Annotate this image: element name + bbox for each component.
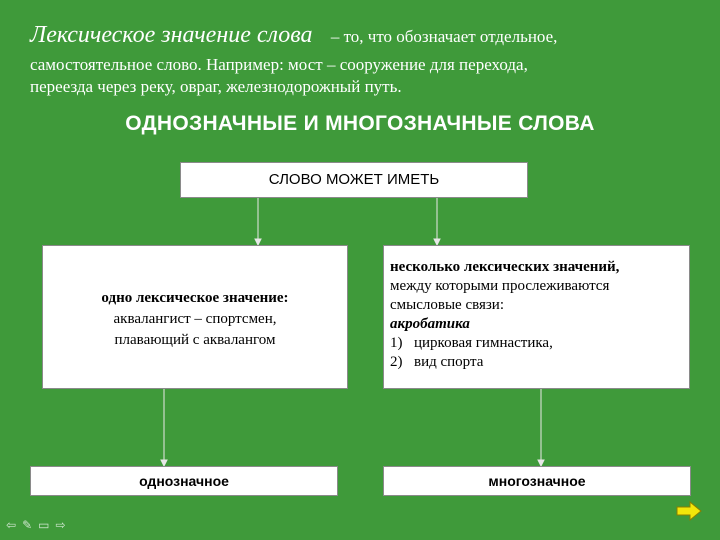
multiple-meanings-title: несколько лексических значений, (390, 259, 620, 275)
meaning-item-2-number: 2) (390, 354, 403, 370)
slide-nav-bar (6, 518, 66, 532)
meaning-item-1 (390, 334, 689, 353)
meaning-item-2-text: вид спорта (414, 354, 484, 370)
meaning-item-1-number: 1) (390, 335, 403, 351)
definition-term: Лексическое значение слова (30, 22, 313, 48)
meaning-item-1-text: цирковая гимнастика, (414, 335, 553, 351)
next-slide-arrow-icon[interactable] (676, 501, 702, 521)
pen-icon[interactable]: ✎ (22, 518, 33, 532)
definition-line-3: переезда через реку, овраг, железнодорожный путь. (30, 77, 402, 96)
box-single-meaning (42, 245, 348, 389)
example-word: акробатика (390, 316, 470, 332)
box-polysemous: многозначное (383, 466, 691, 496)
page-title: ОДНОЗНАЧНЫЕ И МНОГОЗНАЧНЫЕ СЛОВА (125, 112, 595, 135)
back-arrow-icon[interactable]: ⇦ (6, 518, 17, 532)
single-meaning-line-1: аквалангист – спортсмен, (113, 311, 277, 327)
box-word-can-have: СЛОВО МОЖЕТ ИМЕТЬ (180, 162, 528, 198)
single-meaning-line-2: плавающий с аквалангом (114, 332, 276, 348)
multiple-meanings-line-1: между которыми прослеживаются (390, 278, 610, 294)
menu-icon[interactable]: ▭ (38, 518, 50, 532)
meaning-item-2 (390, 353, 689, 372)
forward-arrow-icon[interactable]: ⇨ (55, 518, 66, 532)
multiple-meanings-line-2: смысловые связи: (390, 297, 505, 313)
single-meaning-title: одно лексическое значение: (101, 290, 289, 306)
box-multiple-meanings (383, 245, 690, 389)
box-monosemous: однозначное (30, 466, 338, 496)
definition-text-1: – то, что обозначает отдельное, (330, 27, 558, 46)
definition-line-2: самостоятельное слово. Например: мост – сооружение для перехода, (30, 55, 528, 74)
